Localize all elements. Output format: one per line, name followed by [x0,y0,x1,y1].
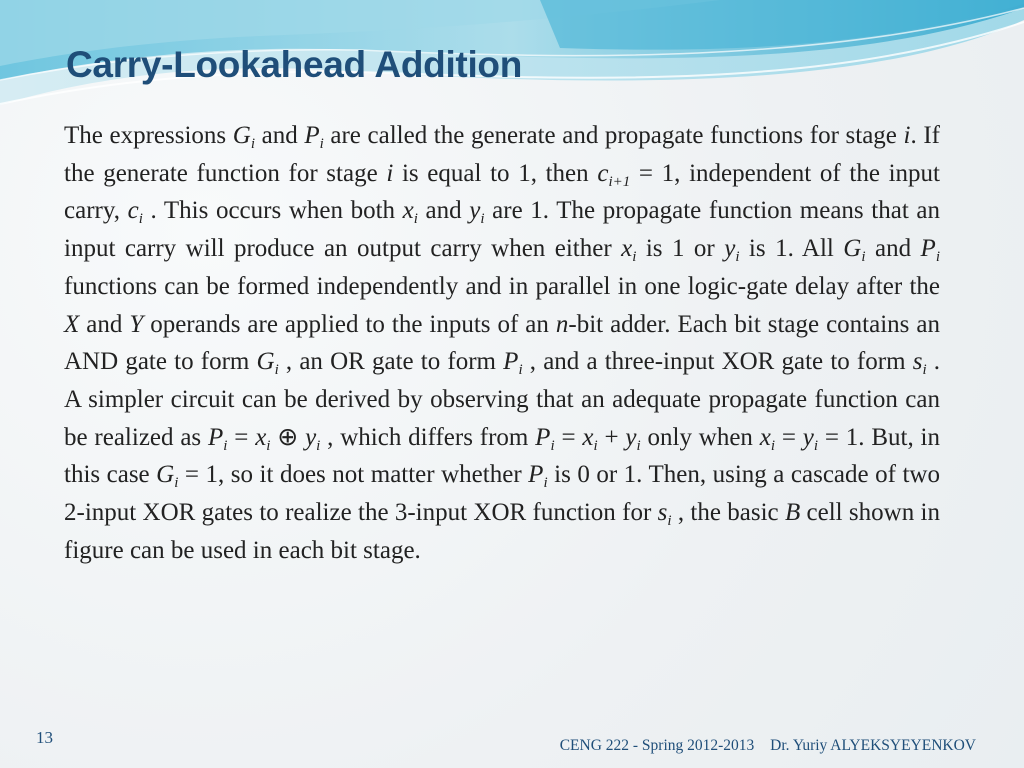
footer-author: Dr. Yuriy ALYEKSYEYENKOV [770,737,976,754]
body-paragraph: The expressions $G_i$ and $P_i$ are called the generate and propagate functions for stage i. If the generate function for stage i is equal to 1, then $c_{i+1} = 1$, independent of the input carry, $c_i$ . This occurs when both $x_i$ and $y_i$ are 1. The propagate function means that an input carry will produce an output carry when either $x_i$ is 1 or $y_i$ is 1. All $G_i$ and $P_i$ functions can be formed independently and in parallel in one logic-gate delay after the X and Y operands are applied to the inputs of an n-bit adder. Each bit stage contains an AND gate to form $G_i$ , an OR gate to form $P_i$ , and a three-input XOR gate to form $s_i$ . A simpler circuit can be derived by observing that an adequate propagate function can be realized as $P_i = x_i$ ⊕ $y_i$ , which differs from $P_i = x_i + y_i$ only when $x_i = y_i = 1$. But, in this case $G_i = 1$, so it does not matter whether $P_i$ is 0 or 1. Then, using a cascade of two 2-input XOR gates to realize the 3-input XOR function for $s_i$ , the basic B cell shown in figure can be used in each bit stage. [64,122,941,564]
footer [548,737,976,755]
page-number: 13 [36,728,53,747]
slide-title: Carry-Lookahead Addition [66,44,523,85]
footer-course: CENG 222 - Spring 2012-2013 [559,737,755,754]
